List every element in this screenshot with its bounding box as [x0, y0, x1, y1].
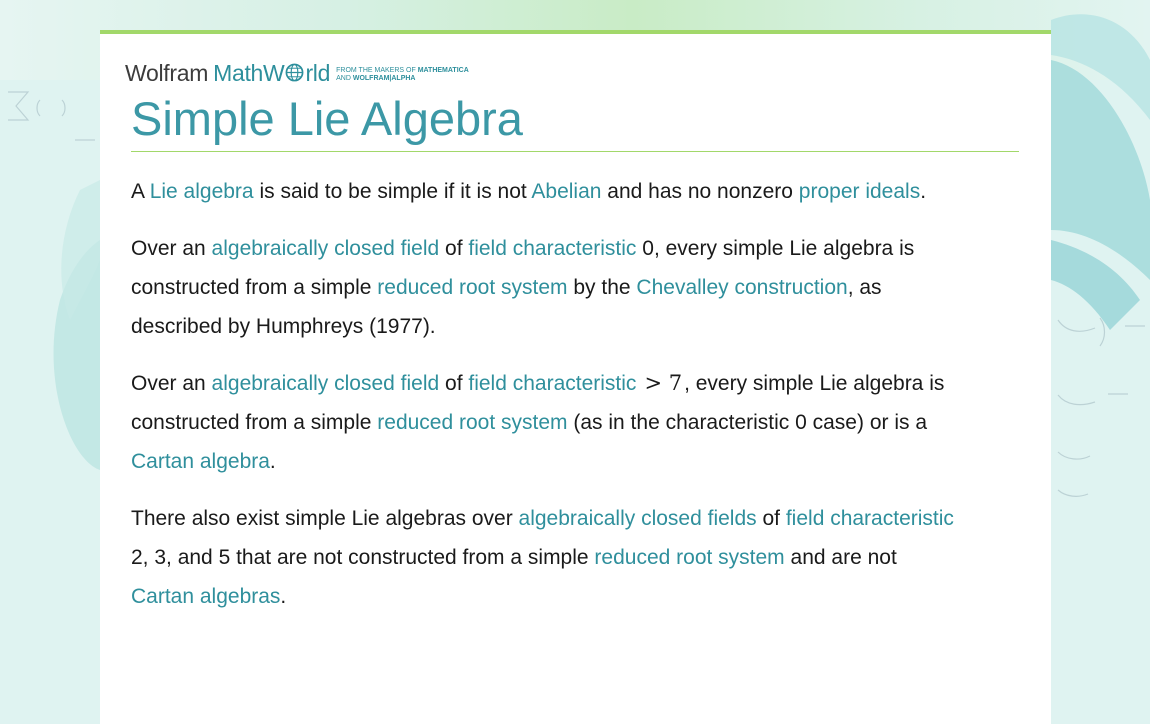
paragraph-3: Over an algebraically closed field of field characteristic > 7, every simple Lie algebra is constructed from a simple reduced root system (as in the characteristic 0 case) or is a Cartan algebra.: [131, 371, 945, 473]
link-algebraically-closed-fields[interactable]: algebraically closed fields: [518, 507, 757, 530]
link-algebraically-closed-field-2[interactable]: algebraically closed field: [211, 372, 440, 395]
link-proper-ideals[interactable]: proper ideals: [798, 180, 921, 203]
link-cartan-algebra[interactable]: Cartan algebra: [131, 450, 270, 473]
link-chevalley-construction[interactable]: Chevalley construction: [636, 276, 848, 299]
paragraph-4: There also exist simple Lie algebras over algebraically closed fields of field characteristic 2, 3, and 5 that are not constructed from a simple reduced root system and are not Cartan algebras.: [131, 507, 954, 608]
link-reduced-root-system-2[interactable]: reduced root system: [377, 411, 568, 434]
page-title: Simple Lie Algebra: [131, 92, 523, 145]
tagline-line1: FROM THE MAKERS OF MATHEMATICA: [336, 67, 469, 74]
paragraph-1: A Lie algebra is said to be simple if it is not Abelian and has no nonzero proper ideals.: [131, 180, 927, 203]
link-reduced-root-system[interactable]: reduced root system: [377, 276, 568, 299]
paragraph-2: Over an algebraically closed field of field characteristic 0, every simple Lie algebra is constructed from a simple reduced root system by the Chevalley construction, as described by Humphreys (1977).: [131, 237, 915, 338]
article-body: [131, 172, 1031, 634]
link-abelian[interactable]: Abelian: [531, 180, 602, 203]
link-algebraically-closed-field[interactable]: algebraically closed field: [211, 237, 440, 260]
link-field-characteristic-3[interactable]: field characteristic: [785, 507, 954, 530]
link-lie-algebra[interactable]: Lie algebra: [149, 180, 254, 203]
math-greater-than-seven: > 7: [644, 371, 683, 395]
wolfram-mathworld-logo[interactable]: [125, 60, 469, 86]
link-field-characteristic[interactable]: field characteristic: [468, 237, 637, 260]
logo-mathworld-suffix: rld: [305, 60, 331, 86]
article-card: [100, 30, 1051, 724]
logo-tagline: [336, 67, 469, 83]
link-reduced-root-system-3[interactable]: reduced root system: [594, 546, 785, 569]
link-cartan-algebras[interactable]: Cartan algebras: [131, 585, 281, 608]
globe-icon: [285, 63, 304, 82]
link-field-characteristic-2[interactable]: field characteristic: [468, 372, 637, 395]
logo-mathworld-prefix: MathW: [213, 60, 285, 86]
logo-mathworld-text: [213, 60, 330, 86]
title-divider: [131, 151, 1019, 152]
tagline-line2: AND WOLFRAM|ALPHA: [336, 75, 416, 82]
logo-wolfram-text: Wolfram: [125, 60, 209, 86]
